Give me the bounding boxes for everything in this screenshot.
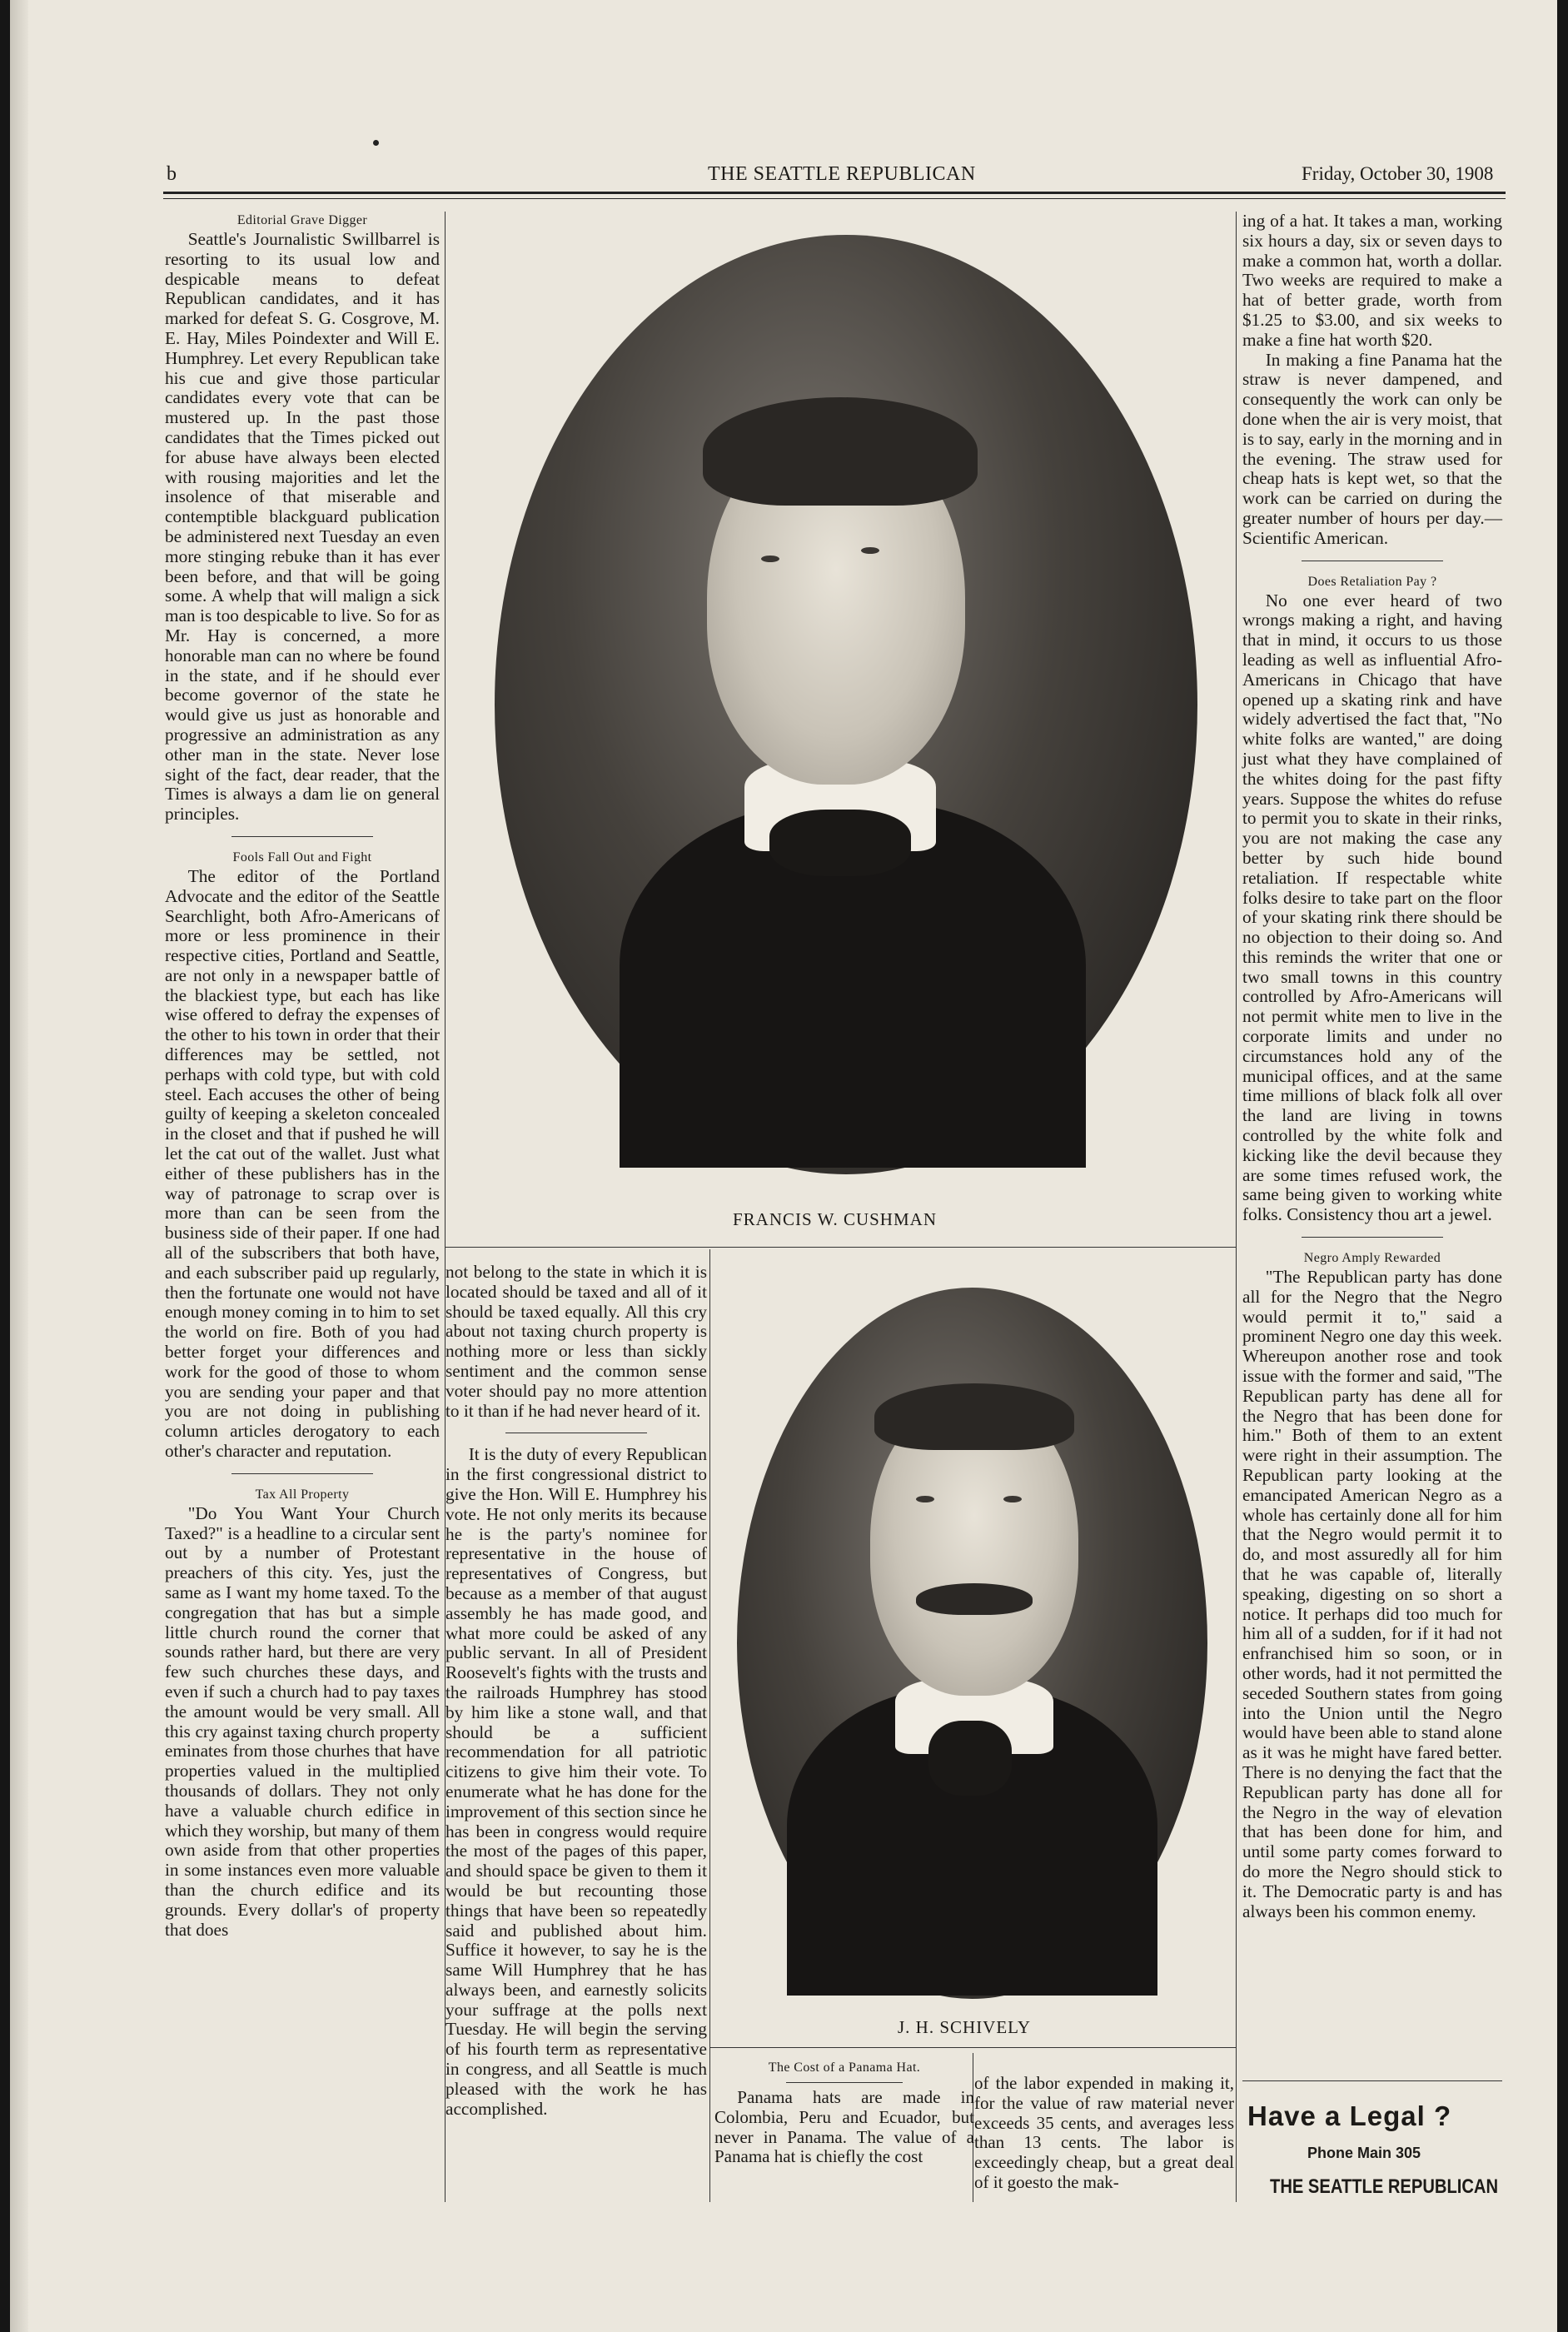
- portrait-eye: [861, 547, 879, 554]
- masthead: THE SEATTLE REPUBLICAN: [708, 163, 976, 185]
- column-3: [1242, 212, 1502, 1921]
- article-paragraph: ing of a hat. It takes a man, working six hours a day, six or seven days to make a common hat, worth a dollar. Two weeks are required to make a hat of better grade, worth from $1.25 to $3.00, and six weeks to make a fine hat worth $20.: [1242, 211, 1502, 350]
- column-rule: [709, 1249, 710, 2202]
- article-paragraph: Seattle's Journalistic Swillbarrel is resorting to its usual low and despicable means to defeat Republican candidates, and it has marked for defeat S. G. Cosgrove, M. E. Hay, Miles Poindexter and Will E. Humphrey. Let every Republican take his cue and give those particular candidates every vote that can be mustered up. In the past those candidates that the Times picked out for abuse have always been elected with rousing majorities and let the insolence of that miserable and contemptible blackguard publication be administered next Tuesday an even more stinging rebuke than it has ever been before, and that will be going some. A whelp that will malign a sick man is too despicable to live. So for as Mr. Hay is concerned, a more honorable man can no where be found in the state, and if he should ever become governor of the state he would give us just as honorable and progressive an administration as any other man in the state. Never lose sight of the fact, dear reader, that the Times is always a dam lie on general principles.: [165, 229, 440, 825]
- article-title: The Cost of a Panama Hat.: [768, 2060, 921, 2075]
- article-separator: [231, 836, 373, 837]
- ad-title: Have a Legal ?: [1247, 2100, 1452, 2131]
- portrait-photo-cushman: [495, 235, 1197, 1174]
- article-title: Editorial Grave Digger: [236, 213, 368, 227]
- panama-column-1: [714, 2059, 974, 2167]
- portrait-eye: [1003, 1496, 1022, 1502]
- article-separator: [786, 2082, 903, 2083]
- issue-date: Friday, October 30, 1908: [1302, 163, 1494, 184]
- binding-gutter: [10, 0, 28, 2332]
- portrait-eye: [761, 556, 779, 562]
- article-paragraph: "The Republican party has done all for the Negro that the Negro would permit it to," said a prominent Negro one day this week. Whereupon another rose and took issue with the former and said, "The Republican party has dene all for the Negro that has been done for him." Both of them to an extent were right in their assumption. The Republican party looking at the emancipated American Negro as a whole has certainly done all for him that the Negro would permit it to do, and most assuredly all for him that he was capable of, literally speaking, digesting on so short a notice. It perhaps did too much for him all of a sudden, for if it had not enfranchised him so soon, or in other words, had it not permitted the seceded Southern states from going into the Union until the Negro would have been able to stand alone as it was he might have fared better. There is no denying the fact that the Republican party has done all for the Negro in the way of elevation that has been done for him, and until some party comes forward to do more the Negro should stick to it. The Democratic party is and has always been his common enemy.: [1242, 1267, 1502, 1921]
- column-1: [165, 212, 440, 1940]
- article-paragraph: The editor of the Portland Advocate and the editor of the Seattle Searchlight, both Afro-Americans of more or less prominence in their respective cities, Portland and Seattle, are not only in a newspaper battle of the blackiest type, but each has like wise offered to defray the expenses of the other to his town in order that their differences may be settled, not perhaps with cold type, but with cold steel. Each accuses the other of being guilty of keeping a skeleton concealed in the closet and that if pushed he will let the cat out of the wallet. Just what either of these publishers has in the way of patronage to scrap over is more than can be seen from the business side of their paper. If one had all of the subscribers that both have, and each subscriber paid up regularly, then the fortunate one would not have enough money coming in to him to set the world on fire. Both of you had better forget your differences and work for the good of those to whom you are sending your paper and that you are not doing in publishing column articles derogatory to each other's character and reputation.: [165, 865, 440, 1462]
- article-title: Tax All Property: [255, 1487, 350, 1502]
- portrait-tie: [928, 1721, 1012, 1796]
- header-rule-thin: [163, 198, 1506, 199]
- panama-column-2: [974, 2074, 1234, 2193]
- portrait-photo-schively: [737, 1288, 1207, 1999]
- column-rule: [1236, 212, 1237, 2202]
- article-title: Fools Fall Out and Fight: [232, 850, 372, 865]
- article-paragraph: "Do You Want Your Church Taxed?" is a headline to a circular sent out by a number of Protestant preachers of this city. Yes, just the same as I want my home taxed. To the congregation that has but a simple little church round the corner that sounds rather hard, but there are very few such churches these days, and even if such a church had to pay taxes the amount would be very small. All this cry against taxing church property eminates from those churhes that have properties valued in the multiplied thousands of dollars. They not only have a valuable church edifice in which they worship, but many of them own aside from that other properties in some instances even more valuable than the church edifice and its grounds. Every dollar's of property that does: [165, 1502, 440, 1940]
- article-paragraph: In making a fine Panama hat the straw is never dampened, and consequently the work can only be done when the air is very moist, that is to say, early in the morning and in the evening. The straw used for cheap hats is kept wet, so that the work can be carried on during the greater number of hours per day.—Scientific American.: [1242, 349, 1502, 548]
- header-rule: [163, 192, 1506, 194]
- article-paragraph: not belong to the state in which it is located should be taxed and all of it should be taxed equally. All this cry about not taxing church property is nothing more or less than sickly sentiment and the common sense voter should pay no more attention to it than if he had never heard of it.: [446, 1262, 707, 1421]
- portrait-hair: [874, 1383, 1074, 1450]
- ink-speck: [373, 140, 379, 146]
- column-2: [446, 1263, 707, 2119]
- page-number: b: [167, 163, 177, 185]
- article-title: Negro Amply Rewarded: [1303, 1251, 1441, 1266]
- article-separator: [231, 1473, 373, 1474]
- portrait-eye: [916, 1496, 934, 1502]
- ad-rule: [1242, 2080, 1502, 2081]
- photo-caption: J. H. SCHIVELY: [898, 2017, 1032, 2037]
- section-rule: [710, 2047, 1236, 2048]
- article-paragraph: It is the duty of every Republican in the first congressional district to give the Hon. Will E. Humphrey his vote. He not only merits its because he is the party's nominee for representative in the house of representatives of Congress, but because as a member of that august assembly he has made good, and what more could be asked of any public servant. In all of President Roosevelt's fights with the trusts and the railroads Humphrey has stood by him like a stone wall, and that should be a sufficient recommendation for all patriotic citizens to give him their vote. To enumerate what he has done for the improvement of this section since he has been in congress would require the most of the pages of this paper, and should space be given to them it would be but recounting those things that have been so repeatedly said and published about him. Suffice it however, to say he is the same Will Humphrey that he has always been, and earnestly solicits your suffrage at the polls next Tuesday. He will begin the serving of his fourth term as representative in congress, and all Seattle is much pleased with the work he has accomplished.: [446, 1444, 707, 2119]
- article-paragraph: of the labor expended in making it, for the value of raw material never exceeds 35 cents, and averages less than 13 cents. The labor is exceedingly cheap, but a great deal of it goesto the mak-: [974, 2073, 1234, 2192]
- photo-caption: FRANCIS W. CUSHMAN: [733, 1209, 937, 1229]
- article-title: Does Retaliation Pay ?: [1307, 574, 1437, 589]
- portrait-hair: [703, 397, 978, 506]
- portrait-mustache: [916, 1583, 1033, 1615]
- article-paragraph: No one ever heard of two wrongs making a right, and having that in mind, it occurs to us those leading as well as influential Afro-Americans in Chicago that have opened up a skating rink and have widely advertised the fact that, "No white folks are wanted," are doing just what they have complained of the whites doing for the past fifty years. Suppose the whites do refuse to permit you to skate in their rinks, you are not making the case any better by such hide bound retaliation. If respectable white folks desire to take part on the floor of your skating rink there should be no objection to their doing so. And this reminds the writer that one or two small towns in this country controlled by Afro-Americans will not permit white men to live in the corporate limits and under no circumstances hold any of the municipal offices, and at the same time millions of black folk all over the land are living in towns controlled by the white folk and kicking like the devil because they are some times refused work, the same being given to working white folks. Consistency thou art a jewel.: [1242, 590, 1502, 1225]
- article-separator: [1302, 1237, 1443, 1238]
- article-paragraph: Panama hats are made in Colombia, Peru and Ecuador, but never in Panama. The value of a Panama hat is chiefly the cost: [714, 2087, 974, 2167]
- section-rule: [446, 1247, 1236, 1248]
- portrait-tie: [769, 810, 911, 876]
- ad-paper-name: THE SEATTLE REPUBLICAN: [1270, 2175, 1499, 2198]
- ad-phone: Phone Main 305: [1307, 2145, 1421, 2161]
